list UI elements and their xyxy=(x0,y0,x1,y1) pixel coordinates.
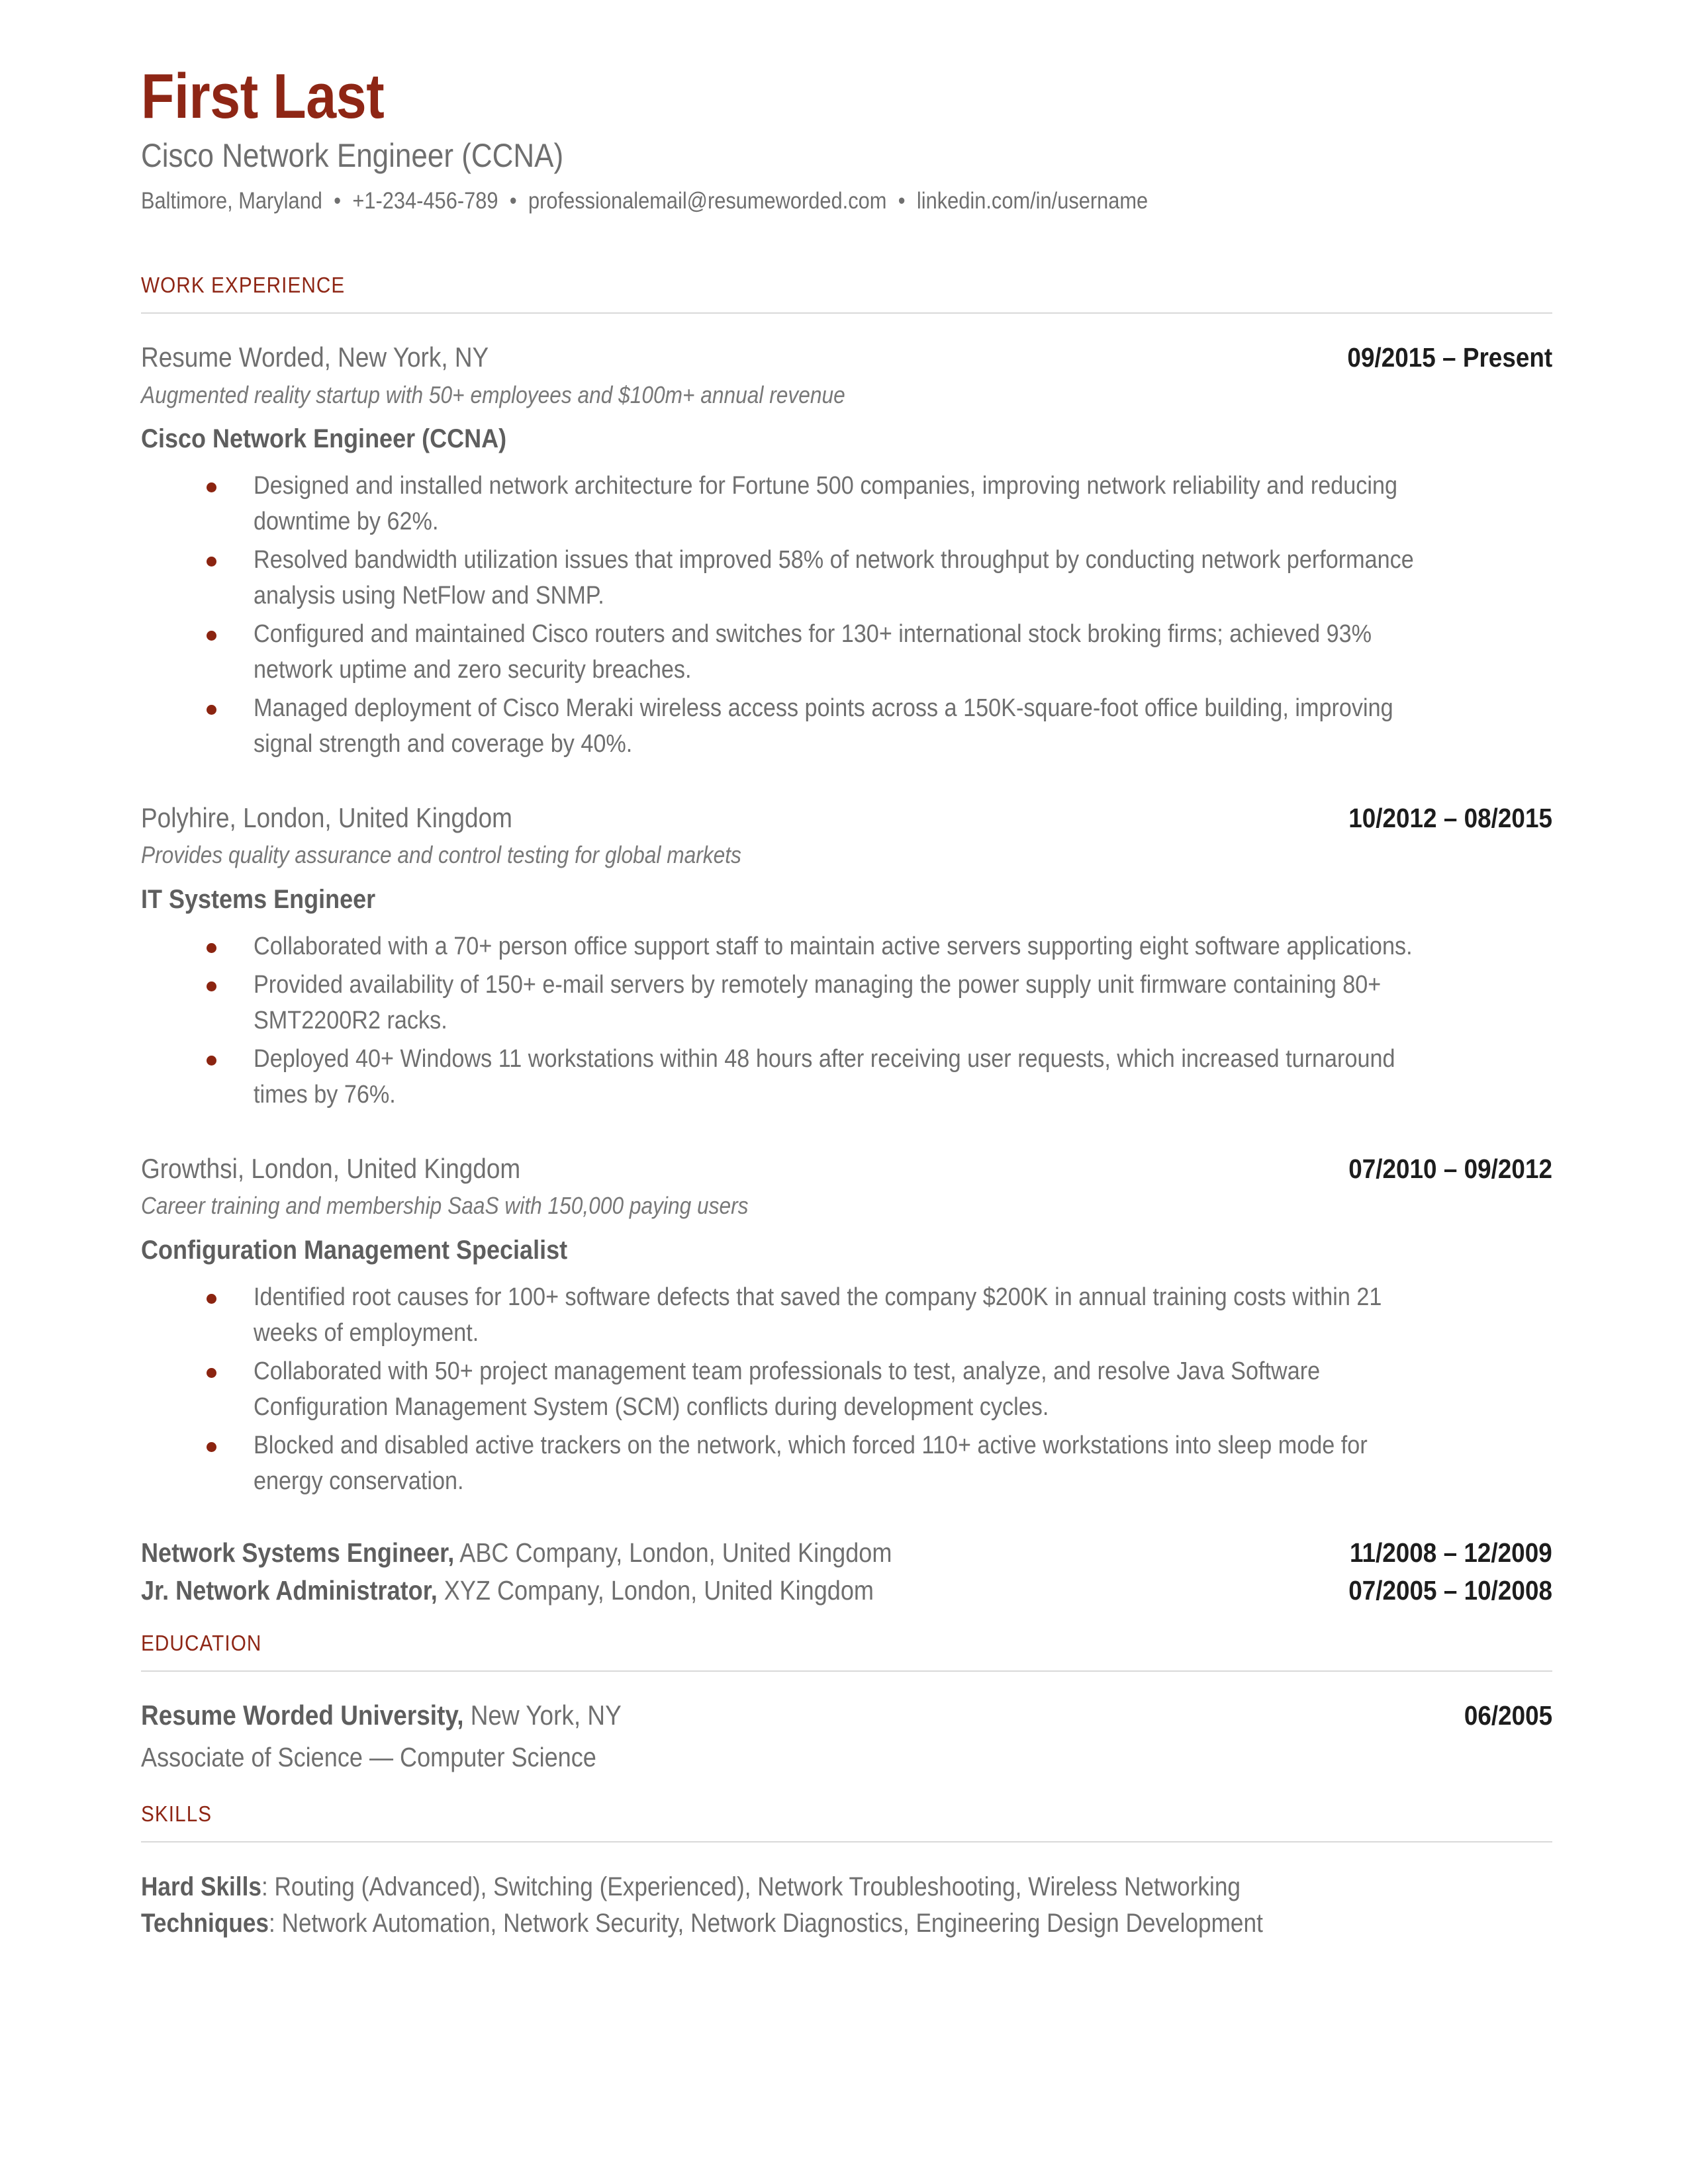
job-bullet xyxy=(197,617,1551,688)
job-bullet xyxy=(197,543,1551,614)
bullet-dot-icon xyxy=(207,943,216,953)
job-bullet-text: Designed and installed network architecture for Fortune 500 companies, improving network reliability and reducing downtime by 62%. xyxy=(254,472,1398,536)
job-bullet-list xyxy=(141,469,1552,762)
job-dates: 09/2015 – Present xyxy=(1347,342,1552,373)
section-work-experience xyxy=(141,273,1552,1608)
bullet-dot-icon xyxy=(207,1056,216,1066)
job-header-row xyxy=(141,801,1552,835)
job-bullet-text: Deployed 40+ Windows 11 workstations within 48 hours after receiving user requests, which increased turnaround times by 76%. xyxy=(254,1044,1395,1109)
job-bullet xyxy=(197,1280,1551,1351)
skill-values: : Network Automation, Network Security, Network Diagnostics, Engineering Design Development xyxy=(268,1909,1263,1938)
job-bullet xyxy=(197,929,1551,965)
compact-role-company: XYZ Company, London, United Kingdom xyxy=(437,1574,874,1606)
section-title-skills: SKILLS xyxy=(141,1801,212,1826)
job-entry xyxy=(141,801,1552,1113)
bullet-dot-icon xyxy=(207,1294,216,1304)
education-header-row xyxy=(141,1698,1552,1733)
education-degree: Associate of Science — Computer Science xyxy=(141,1741,596,1772)
skill-category-label: Hard Skills xyxy=(141,1872,261,1901)
compact-role-dates: 07/2005 – 10/2008 xyxy=(1348,1574,1552,1606)
job-bullet xyxy=(197,1354,1551,1426)
section-title-work-experience: WORK EXPERIENCE xyxy=(141,273,346,298)
skill-line xyxy=(141,1869,1383,1905)
contact-separator-3: • xyxy=(898,187,906,214)
job-bullet xyxy=(197,1042,1551,1113)
section-education xyxy=(141,1631,1552,1775)
job-dates: 10/2012 – 08/2015 xyxy=(1348,802,1552,833)
job-title: IT Systems Engineer xyxy=(141,884,376,914)
section-divider-work xyxy=(141,312,1552,314)
job-company: Resume Worded, New York, NY xyxy=(141,341,489,373)
job-description: Career training and membership SaaS with 150,000 paying users xyxy=(141,1191,749,1219)
job-header-row xyxy=(141,1152,1552,1185)
job-title: Configuration Management Specialist xyxy=(141,1235,568,1265)
bullet-dot-icon xyxy=(207,557,216,567)
contact-email[interactable]: professionalemail@resumeworded.com xyxy=(528,187,887,214)
bullet-dot-icon xyxy=(207,1442,216,1452)
contact-line xyxy=(141,186,1383,216)
contact-separator-2: • xyxy=(509,187,517,214)
skill-values: : Routing (Advanced), Switching (Experienced), Network Troubleshooting, Wireless Networking xyxy=(261,1872,1241,1901)
job-bullet xyxy=(197,968,1551,1039)
contact-phone[interactable]: +1-234-456-789 xyxy=(352,187,498,214)
compact-role-title: Jr. Network Administrator, xyxy=(141,1574,438,1606)
skill-category-label: Techniques xyxy=(141,1909,269,1938)
job-bullet-text: Managed deployment of Cisco Meraki wireless access points across a 150K-square-foot office building, improving signal strength and coverage by 40%. xyxy=(254,694,1393,758)
compact-role-left xyxy=(141,1535,892,1570)
job-bullet-text: Blocked and disabled active trackers on the network, which forced 110+ active workstations into sleep mode for energy conservation. xyxy=(254,1431,1368,1495)
section-skills xyxy=(141,1801,1552,1942)
job-bullet-text: Collaborated with 50+ project management team professionals to test, analyze, and resolve Java Software Configuration Management System (SCM) conflicts during development cycles. xyxy=(254,1357,1321,1421)
compact-roles-list xyxy=(141,1535,1552,1609)
skills-list xyxy=(141,1869,1552,1942)
job-company: Growthsi, London, United Kingdom xyxy=(141,1152,521,1184)
compact-role-row xyxy=(141,1573,1552,1608)
contact-separator-1: • xyxy=(334,187,342,214)
compact-role-left xyxy=(141,1573,874,1608)
resume-header xyxy=(141,61,1552,216)
job-bullet-list xyxy=(141,929,1552,1113)
job-bullet xyxy=(197,469,1551,540)
bullet-dot-icon xyxy=(207,482,216,492)
job-description: Provides quality assurance and control testing for global markets xyxy=(141,841,741,869)
job-bullet xyxy=(197,691,1551,762)
job-entry xyxy=(141,1152,1552,1500)
job-bullet-text: Collaborated with a 70+ person office support staff to maintain active servers supporting eight software applications. xyxy=(254,932,1413,960)
job-bullet-text: Provided availability of 150+ e-mail servers by remotely managing the power supply unit firmware containing 80+ SMT2200R2 racks. xyxy=(254,970,1382,1034)
job-bullet-text: Identified root causes for 100+ software defects that saved the company $200K in annual training costs within 21 weeks of employment. xyxy=(254,1283,1382,1347)
job-bullet-text: Configured and maintained Cisco routers and switches for 130+ international stock broking firms; achieved 93% network uptime and zero security breaches. xyxy=(254,620,1372,684)
education-entry xyxy=(141,1698,1552,1775)
compact-role-title: Network Systems Engineer, xyxy=(141,1537,455,1568)
candidate-name: First Last xyxy=(141,61,385,132)
section-divider-skills xyxy=(141,1841,1552,1843)
education-school-line xyxy=(141,1698,622,1733)
job-title: Cisco Network Engineer (CCNA) xyxy=(141,424,507,454)
job-header-row xyxy=(141,340,1552,374)
candidate-headline: Cisco Network Engineer (CCNA) xyxy=(141,136,564,174)
bullet-dot-icon xyxy=(207,1368,216,1378)
compact-role-row xyxy=(141,1535,1552,1570)
education-school-location: New York, NY xyxy=(463,1700,622,1731)
education-school-name: Resume Worded University, xyxy=(141,1700,464,1731)
job-bullet xyxy=(197,1428,1551,1500)
compact-role-dates: 11/2008 – 12/2009 xyxy=(1350,1537,1552,1568)
bullet-dot-icon xyxy=(207,705,216,715)
bullet-dot-icon xyxy=(207,631,216,641)
compact-role-company: ABC Company, London, United Kingdom xyxy=(454,1537,892,1568)
job-bullet-list xyxy=(141,1280,1552,1500)
job-company: Polyhire, London, United Kingdom xyxy=(141,801,512,833)
job-bullet-text: Resolved bandwidth utilization issues that improved 58% of network throughput by conducting network performance analysis using NetFlow and SNMP. xyxy=(254,546,1414,610)
education-date: 06/2005 xyxy=(1464,1700,1552,1731)
section-title-education: EDUCATION xyxy=(141,1631,262,1656)
bullet-dot-icon xyxy=(207,981,216,991)
job-description: Augmented reality startup with 50+ employees and $100m+ annual revenue xyxy=(141,381,845,408)
job-dates: 07/2010 – 09/2012 xyxy=(1348,1153,1552,1184)
section-divider-education xyxy=(141,1670,1552,1672)
skill-line xyxy=(141,1905,1383,1942)
contact-linkedin[interactable]: linkedin.com/in/username xyxy=(916,187,1149,214)
contact-location: Baltimore, Maryland xyxy=(141,187,322,214)
job-entry xyxy=(141,340,1552,762)
